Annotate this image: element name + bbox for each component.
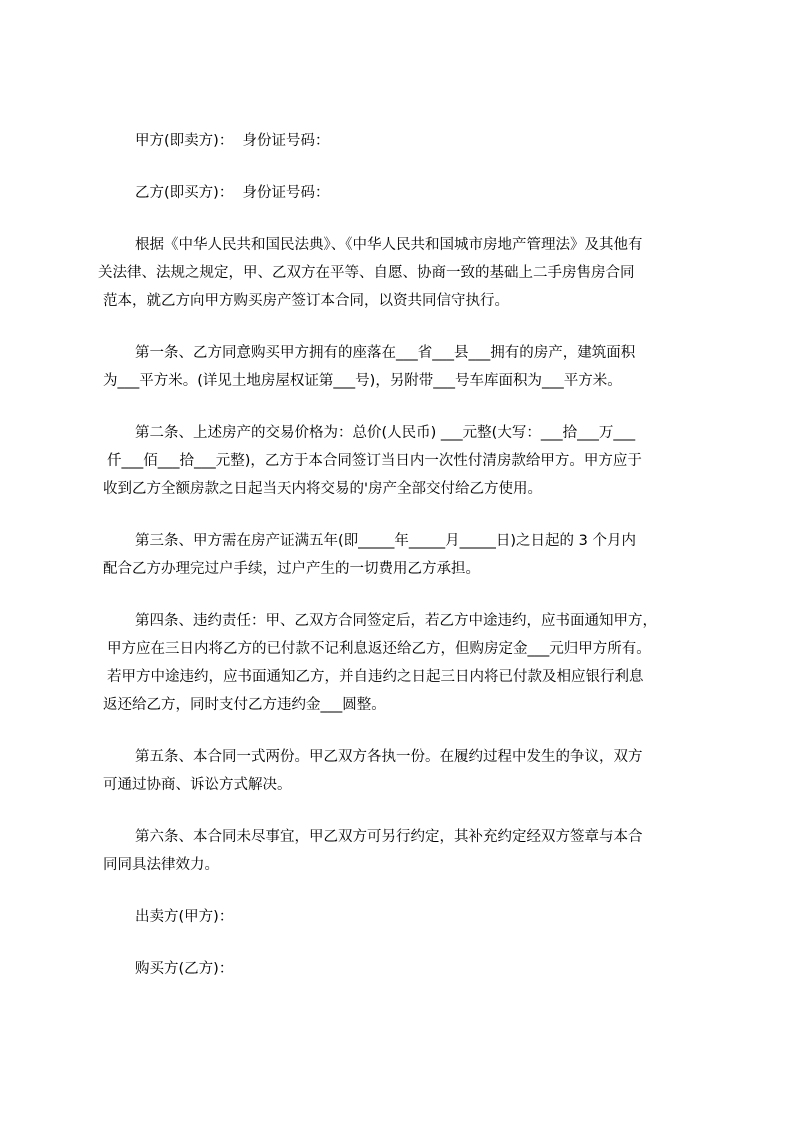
paragraph-line: 甲方应在三日内将乙方的已付款不记利息返还给乙方，但购房定金___元归甲方所有。 bbox=[107, 641, 651, 657]
paragraph-line: 可通过协商、诉讼方式解决。 bbox=[103, 777, 292, 793]
paragraph-line: 配合乙方办理完过户手续，过户产生的一切费用乙方承担。 bbox=[103, 561, 480, 577]
paragraph-line: 第三条、甲方需在房产证满五年(即_____年_____月_____日)之日起的 3 个月内 bbox=[135, 533, 637, 549]
paragraph-line: 为___平方米。(详见土地房屋权证第___号)，另附带___号车库面积为___平方米。 bbox=[103, 373, 622, 389]
paragraph-line: 根据《中华人民共和国民法典》、《中华人民共和国城市房地产管理法》及其他有 bbox=[135, 237, 643, 253]
paragraph-line: 若甲方中途违约，应书面通知乙方，并自违约之日起三日内将已付款及相应银行利息 bbox=[107, 669, 644, 685]
party-a-line: 甲方(即卖方)： 身份证号码： bbox=[135, 133, 330, 149]
paragraph-line: 收到乙方全额房款之日起当天内将交易的'房产全部交付给乙方使用。 bbox=[103, 481, 542, 497]
paragraph-line: 第六条、本合同未尽事宜，甲乙双方可另行约定，其补充约定经双方签章与本合 bbox=[135, 829, 643, 845]
seller-signature-line: 出卖方(甲方)： bbox=[135, 909, 234, 925]
paragraph-line: 第五条、本合同一式两份。甲乙双方各执一份。在履约过程中发生的争议，双方 bbox=[135, 749, 643, 765]
paragraph-line: 第一条、乙方同意购买甲方拥有的座落在___省___县___拥有的房产，建筑面积 bbox=[135, 345, 636, 361]
buyer-signature-line: 购买方(乙方)： bbox=[135, 961, 234, 977]
paragraph-line: 关法律、法规之规定，甲、乙双方在平等、自愿、协商一致的基础上二手房售房合同 bbox=[98, 265, 635, 281]
paragraph-line: 同同具法律效力。 bbox=[103, 857, 219, 873]
paragraph-line: 第二条、上述房产的交易价格为：总价(人民币) ___元整(大写：___拾___万___ bbox=[135, 425, 636, 441]
paragraph-line: 范本，就乙方向甲方购买房产签订本合同，以资共同信守执行。 bbox=[103, 293, 509, 309]
paragraph-line: 第四条、违约责任：甲、乙双方合同签定后，若乙方中途违约，应书面通知甲方， bbox=[135, 613, 657, 629]
paragraph-line: 返还给乙方，同时支付乙方违约金___圆整。 bbox=[103, 697, 386, 713]
party-b-line: 乙方(即买方)： 身份证号码： bbox=[135, 185, 330, 201]
paragraph-line: 仟___佰___拾___元整)，乙方于本合同签订当日内一次性付清房款给甲方。甲方应于 bbox=[107, 453, 642, 469]
